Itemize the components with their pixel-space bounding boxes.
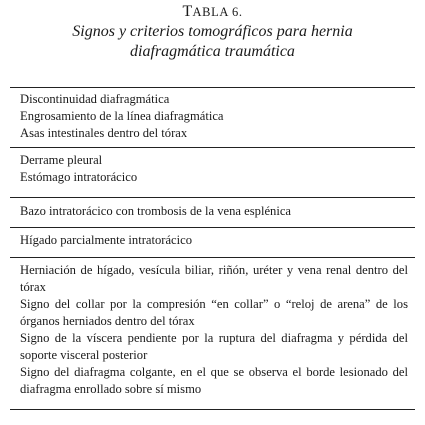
table-row: Discontinuidad diafragmática xyxy=(20,92,170,106)
table-title-line-2: diafragmática traumática xyxy=(130,43,295,60)
table-caption xyxy=(0,2,425,62)
table-row: Hígado parcialmente intratorácico xyxy=(20,233,193,247)
table-divider xyxy=(10,227,415,228)
table-row: Asas intestinales dentro del tórax xyxy=(20,126,188,140)
table-group-1 xyxy=(20,91,408,142)
table-group-4 xyxy=(20,232,408,249)
table-group-5 xyxy=(20,262,408,398)
table-row: Signo del diafragma colgante, en el que se observa el borde lesionado del diafragma enrollado sobre sí mismo xyxy=(20,365,408,396)
table-title-line-1: Signos y criterios tomográficos para hernia xyxy=(72,23,353,40)
table-group-2 xyxy=(20,152,408,186)
table-row: Signo de la víscera pendiente por la ruptura del diafragma y pérdida del soporte visceral posterior xyxy=(20,331,408,362)
table-bottom-rule xyxy=(10,409,415,410)
table-divider xyxy=(10,197,415,198)
table-row: Signo del collar por la compresión “en collar” o “reloj de arena” de los órganos herniados dentro del tórax xyxy=(20,297,408,328)
table-row: Engrosamiento de la línea diafragmática xyxy=(20,109,224,123)
table-row: Estómago intratorácico xyxy=(20,170,138,184)
table-number-rest: ABLA 6. xyxy=(192,5,243,19)
table-number-initial: T xyxy=(182,3,193,20)
table-row: Herniación de hígado, vesícula biliar, riñón, uréter y vena renal dentro del tórax xyxy=(20,263,408,294)
table-divider xyxy=(10,257,415,258)
table-group-3 xyxy=(20,203,408,220)
table-row: Derrame pleural xyxy=(20,153,103,167)
table-row: Bazo intratorácico con trombosis de la vena esplénica xyxy=(20,204,292,218)
table-top-rule xyxy=(10,87,415,88)
table-number xyxy=(0,2,425,22)
table-divider xyxy=(10,147,415,148)
